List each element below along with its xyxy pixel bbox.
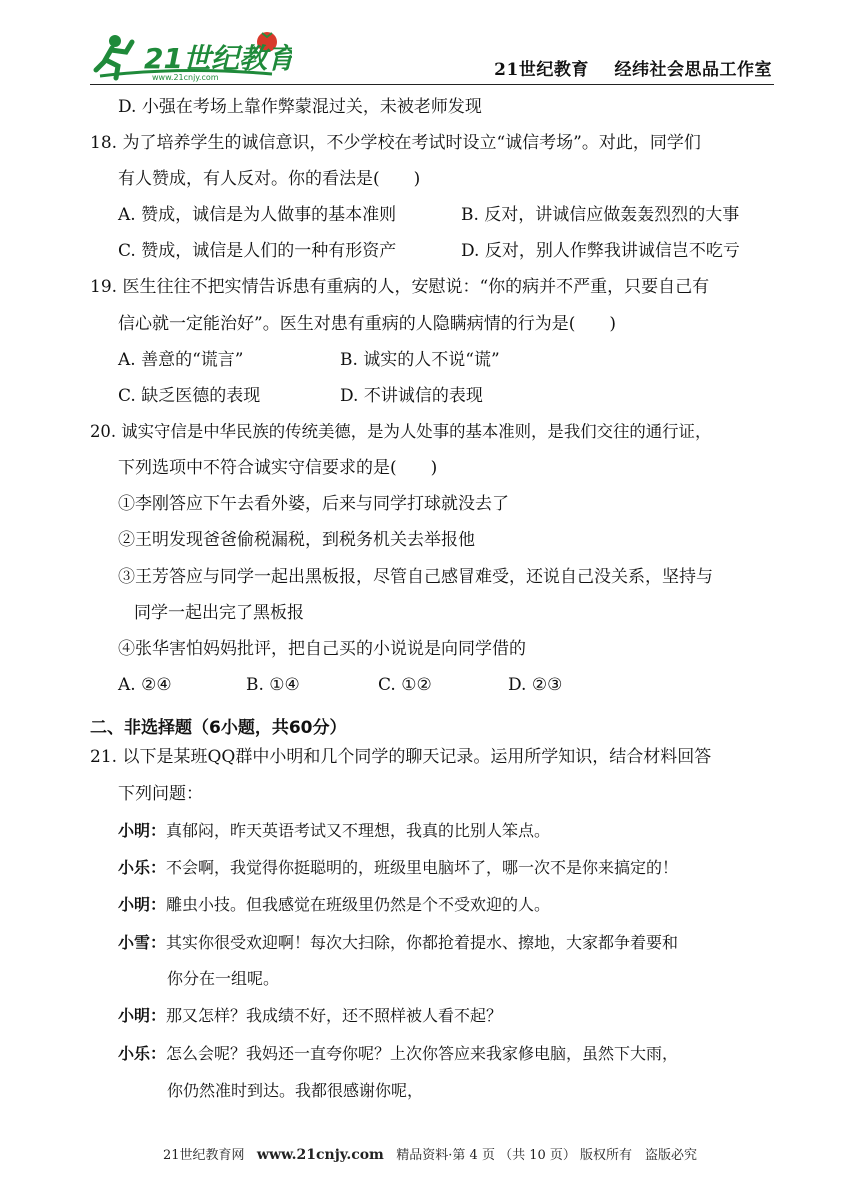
option-20a: A. ②④	[118, 675, 172, 695]
option-18a: A. 赞成，诚信是为人做事的基本准则	[118, 205, 397, 225]
svg-text:21世纪教育: 21世纪教育	[144, 42, 292, 75]
header-title: 21世纪教育 经纬社会思品工作室	[494, 60, 772, 80]
item-20-4: ④张华害怕妈妈批评，把自己买的小说说是向同学借的	[118, 639, 526, 659]
question-19: 19. 医生往往不把实情告诉患有重病的人，安慰说：“你的病并不严重，只要自己有	[90, 277, 710, 297]
item-20-2: ②王明发现爸爸偷税漏税，到税务机关去举报他	[118, 530, 475, 550]
question-21-cont: 下列问题：	[118, 784, 203, 804]
item-20-3-cont: 同学一起出完了黑板报	[134, 603, 304, 623]
dialog-text: 真郁闷，昨天英语考试又不理想，我真的比别人笨点。	[166, 821, 551, 840]
option-19a: A. 善意的“谎言”	[118, 350, 244, 370]
option-20d: D. ②③	[508, 675, 563, 695]
question-20-cont: 下列选项中不符合诚实守信要求的是( )	[118, 458, 438, 478]
question-20: 20. 诚实守信是中华民族的传统美德，是为人处事的基本准则，是我们交往的通行证，	[90, 422, 712, 441]
option-18c: C. 赞成，诚信是人们的一种有形资产	[118, 241, 397, 261]
dialog-speaker: 小明：	[118, 821, 167, 840]
option-19c: C. 缺乏医德的表现	[118, 386, 261, 406]
option-18b: B. 反对，讲诚信应做轰轰烈烈的大事	[461, 205, 740, 225]
option-20b: B. ①④	[246, 675, 300, 695]
header-divider	[90, 84, 774, 85]
dialog-speaker: 小乐：	[118, 1044, 167, 1063]
dialog-speaker: 小乐：	[118, 858, 167, 877]
item-20-3: ③王芳答应与同学一起出黑板报，尽管自己感冒难受，还说自己没关系，坚持与	[118, 567, 713, 587]
dialog-line	[167, 971, 279, 987]
dialog-text: 你仍然准时到达。我都很感谢你呢，	[167, 1081, 424, 1100]
dialog-speaker: 小雪：	[118, 933, 167, 952]
dialog-line	[118, 860, 678, 876]
dialog-text: 你分在一组呢。	[167, 969, 280, 988]
logo	[92, 30, 292, 82]
dialog-text: 怎么会呢？我妈还一直夸你呢？上次你答应来我家修电脑，虽然下大雨，	[166, 1044, 679, 1063]
dialog-speaker: 小明：	[118, 895, 167, 914]
item-20-1: ①李刚答应下午去看外婆，后来与同学打球就没去了	[118, 494, 509, 514]
dialog-line	[118, 935, 678, 951]
question-19-cont: 信心就一定能治好”。医生对患有重病的人隐瞒病情的行为是( )	[118, 314, 616, 334]
option-18d: D. 反对，别人作弊我讲诚信岂不吃亏	[461, 241, 740, 261]
logo-runner-icon	[92, 30, 292, 82]
footer-site-link[interactable]: www.21cnjy.com	[256, 1147, 384, 1163]
dialog-text: 不会啊，我觉得你挺聪明的，班级里电脑坏了，哪一次不是你来搞定的！	[166, 858, 679, 877]
footer-left: 21世纪教育网	[162, 1148, 245, 1163]
dialog-line	[118, 1046, 678, 1062]
dialog-text: 那又怎样？我成绩不好，还不照样被人看不起？	[166, 1006, 503, 1025]
dialog-text: 雕虫小技。但我感觉在班级里仍然是个不受欢迎的人。	[166, 895, 551, 914]
dialog-line	[118, 823, 550, 839]
question-18-cont: 有人赞成，有人反对。你的看法是( )	[118, 169, 421, 189]
svg-text:www.21cnjy.com: www.21cnjy.com	[152, 73, 219, 82]
option-19d: D. 不讲诚信的表现	[340, 386, 483, 406]
option-20c: C. ①②	[378, 675, 432, 695]
dialog-speaker: 小明：	[118, 1006, 167, 1025]
dialog-line	[167, 1083, 423, 1099]
dialog-line	[118, 1008, 502, 1024]
option-19b: B. 诚实的人不说“谎”	[340, 350, 500, 370]
option-17d: D. 小强在考场上靠作弊蒙混过关，未被老师发现	[118, 97, 482, 117]
dialog-text: 其实你很受欢迎啊！每次大扫除，你都抢着提水、擦地，大家都争着要和	[166, 933, 679, 952]
footer-right: 精品资料·第 4 页 （共 10 页） 版权所有 盗版必究	[396, 1148, 698, 1163]
question-18: 18. 为了培养学生的诚信意识，不少学校在考试时设立“诚信考场”。对此，同学们	[90, 133, 701, 153]
page-footer	[0, 1144, 860, 1163]
question-21: 21. 以下是某班QQ群中小明和几个同学的聊天记录。运用所学知识，结合材料回答	[90, 747, 712, 767]
dialog-line	[118, 897, 550, 913]
section-title: 二、非选择题（6小题，共60分）	[90, 718, 347, 738]
